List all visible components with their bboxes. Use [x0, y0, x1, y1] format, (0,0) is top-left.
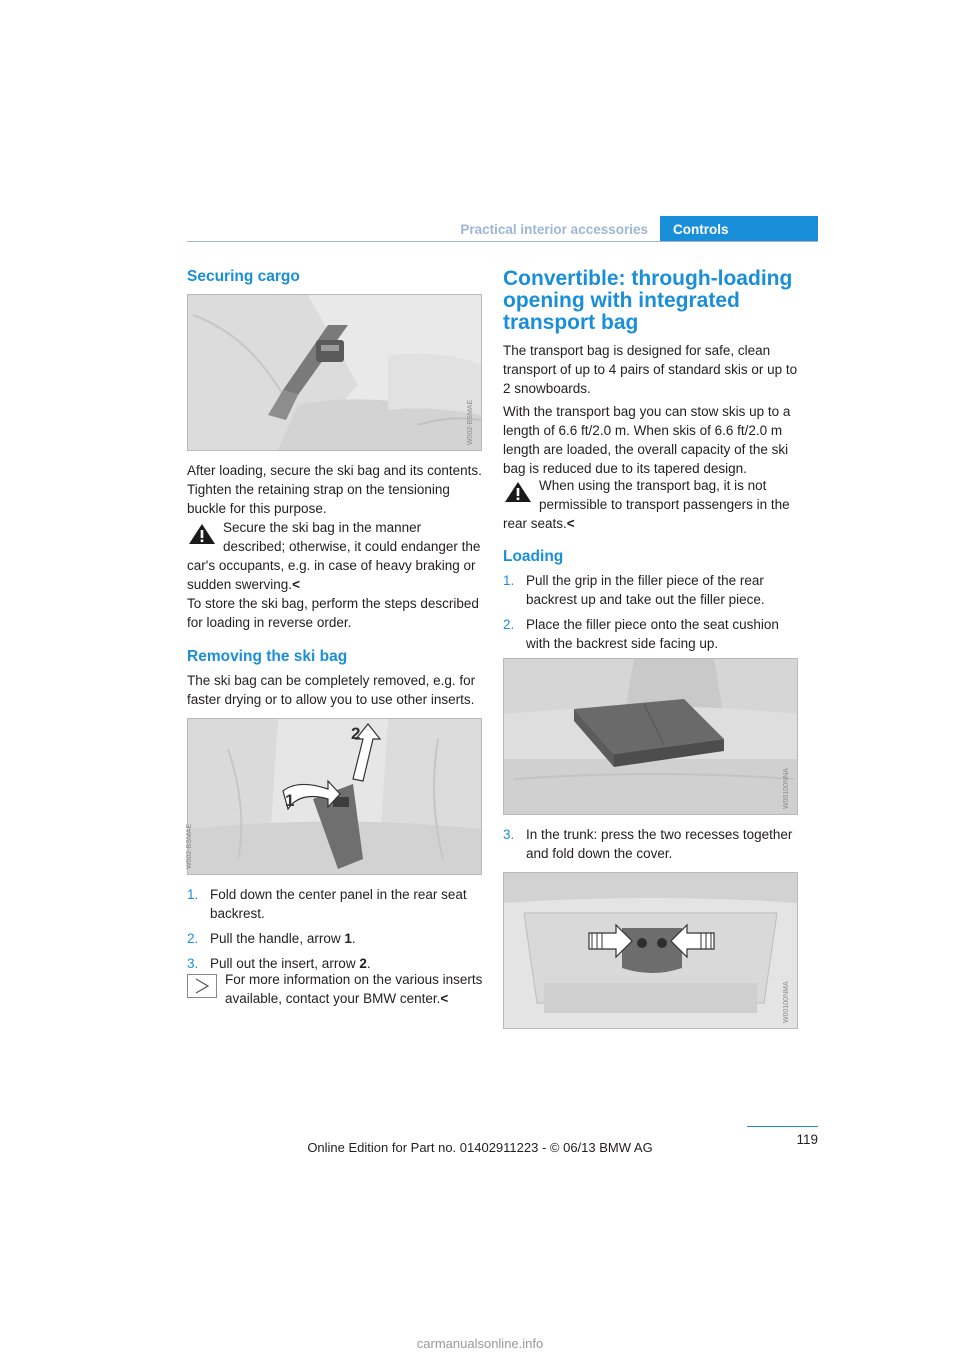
- footer-text: Online Edition for Part no. 01402911223 - © 06/13 BMW AG: [307, 1140, 653, 1155]
- watermark: carmanualsonline.info: [416, 1336, 544, 1351]
- photo-code: W002-BSMAE: [186, 823, 193, 869]
- warning-text: When using the transport bag, it is not permissible to transport passengers in the rear seats.: [503, 478, 790, 531]
- loading-step-3: [503, 825, 799, 869]
- end-mark: <: [440, 991, 449, 1006]
- loading-steps: [503, 571, 799, 659]
- securing-cargo-photo: [187, 294, 482, 451]
- securing-cargo-heading: Securing cargo: [187, 268, 300, 285]
- info-note: [187, 970, 483, 1008]
- securing-warning: [187, 518, 483, 594]
- removing-heading: Removing the ski bag: [187, 648, 348, 665]
- securing-paragraph: After loading, secure the ski bag and its contents. Tighten the retaining strap on the tensioning buckle for this purpose.: [187, 463, 482, 516]
- end-mark: <: [292, 577, 300, 592]
- convertible-heading: Convertible: through-loading opening with integrated transport bag: [503, 267, 793, 334]
- capacity-paragraph: With the transport bag you can stow skis up to a length of 6.6 ft/2.0 m. When skis of 6.6 ft/2.0 m length are loaded, the overall capacity of the ski bag is reduced due to its tapered design.: [503, 404, 791, 476]
- photo-code: W00100NNA: [783, 768, 790, 809]
- list-item: 1. Pull the grip in the filler piece of the rear backrest up and take out the filler piece.: [503, 573, 765, 607]
- photo-code: W002-BSMAE: [467, 399, 474, 445]
- warning-icon: [503, 480, 533, 504]
- header-rule: [187, 241, 818, 242]
- list-item: 2. Pull the handle, arrow 1.: [187, 931, 356, 946]
- removing-steps: [187, 885, 483, 979]
- section-title: Practical interior accessories: [460, 222, 648, 237]
- end-mark: <: [566, 516, 575, 531]
- transport-warning: [503, 476, 799, 533]
- intro-paragraph: The transport bag is designed for safe, clean transport of up to 4 pairs of standard skis or up to 2 snowboards.: [503, 343, 798, 396]
- note-icon: [187, 974, 217, 998]
- filler-piece-photo: [503, 658, 798, 815]
- removing-photo: [187, 718, 482, 875]
- arrow-label-1: 1: [285, 791, 295, 810]
- page-number: 119: [747, 1126, 818, 1147]
- arrow-label-2: 2: [351, 724, 361, 743]
- loading-heading: Loading: [503, 548, 564, 565]
- list-item: 1. Fold down the center panel in the rear seat backrest.: [187, 887, 467, 921]
- list-item: 2. Place the filler piece onto the seat cushion with the backrest side facing up.: [503, 617, 779, 651]
- photo-code: W00100NMA: [783, 981, 790, 1023]
- warning-text: Secure the ski bag in the manner described; otherwise, it could endanger the car's occupants, e.g. in case of heavy braking or sudden swerving.: [187, 520, 481, 592]
- chapter-tab: Controls: [660, 216, 818, 242]
- note-text: For more information on the various inserts available, contact your BMW center.: [225, 972, 483, 1006]
- trunk-photo: [503, 872, 798, 1029]
- store-paragraph: To store the ski bag, perform the steps described for loading in reverse order.: [187, 596, 479, 630]
- removing-paragraph: The ski bag can be completely removed, e.g. for faster drying or to allow you to use other inserts.: [187, 673, 476, 707]
- list-item: 3. In the trunk: press the two recesses together and fold down the cover.: [503, 827, 793, 861]
- warning-icon: [187, 522, 217, 546]
- list-item: 3. Pull out the insert, arrow 2.: [187, 956, 371, 971]
